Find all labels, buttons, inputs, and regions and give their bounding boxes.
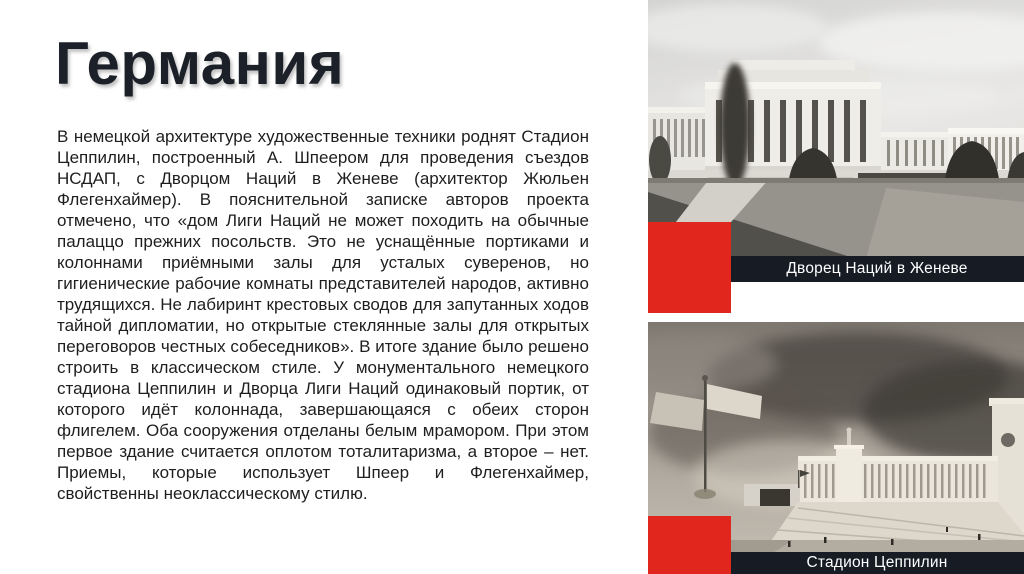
body-paragraph: В немецкой архитектуре художественные техники роднят Стадион Цеппилин, построенный А. Шпеером для проведения съездов НСДАП, с Дворцом Наций в Женеве (архитектор Жюльен Флегенхаймер). В пояснительной записке авторов проекта отмечено, что «дом Лиги Наций не может походить на обычные палаццо прежних посольств. Это не уснащённые портиками и колоннами приёмными залы для усталых суверенов, но гигиенические рабочие комнаты представителей народов, активно трудящихся. Не лабиринт крестовых сводов для запутанных ходов тайной дипломатии, но открытые стеклянные залы для открытых переговоров честных собеседников». В итоге здание было решено строить в классическом стиле. У монументального немецкого стадиона Цеппилин и Дворца Лиги Наций одинаковый портик, от которого идёт колоннада, завершающаяся с обеих сторон флигелем. Оба сооружения отделаны белым мрамором. При этом первое здание считается оплотом тоталитаризма, а второе – нет. Приемы, которые использует Шпеер и Флегенхаймер, свойственны неоклассическому стилю.	[57, 127, 589, 503]
red-accent-square-bottom	[648, 516, 731, 574]
photo-caption-palace: Дворец Наций в Женеве	[730, 256, 1024, 282]
slide-title: Германия	[55, 30, 345, 97]
red-accent-square-top	[648, 222, 731, 313]
photo-caption-stadium: Стадион Цеппилин	[730, 552, 1024, 574]
